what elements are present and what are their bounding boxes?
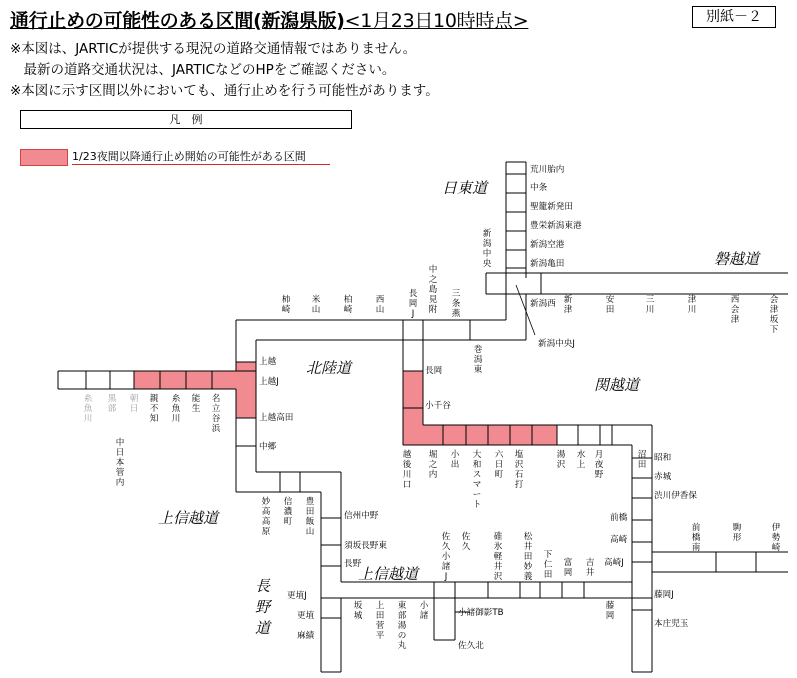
nichito-ic-ticks	[506, 174, 526, 268]
title-main: 通行止めの可能性のある区間(新潟県版)	[10, 10, 345, 32]
road-name-kanetsu: 関越道	[594, 376, 640, 394]
risk-section-joetsu	[236, 362, 256, 418]
ic-label: 小千谷	[425, 401, 451, 411]
ic-label: 黒部	[107, 394, 117, 414]
ic-label: 高崎	[610, 535, 628, 545]
note-line-2: 最新の道路交通状況は、JARTICなどのHPをご確認ください。	[10, 62, 396, 78]
risk-section-kanetsu-h	[403, 425, 557, 445]
ic-label: 三川	[645, 295, 655, 315]
ic-label: 朝日	[129, 394, 139, 414]
ic-label: 津川	[687, 295, 697, 315]
note-line-3: ※本図に示す区間以外においても、通行止めを行う可能性があります。	[10, 83, 439, 99]
ic-label: 六日町	[494, 450, 504, 480]
ic-label: 伊勢崎	[771, 523, 781, 553]
ic-label: 中条	[530, 183, 548, 193]
road-name-joshinetsu-west: 上信越道	[158, 509, 219, 527]
legend-title: 凡 例	[20, 110, 352, 129]
ic-label: 柿崎	[281, 295, 291, 315]
ic-label: 新潟中央	[482, 229, 492, 269]
ic-label: 上越	[259, 357, 277, 367]
ic-label: 米山	[311, 295, 321, 315]
ic-label: 昭和	[654, 453, 672, 463]
ic-label: 信州中野	[344, 511, 379, 521]
ic-label: 下仁田	[543, 550, 553, 580]
ic-label: 小諸御影TB	[458, 608, 504, 618]
ic-label: 糸魚川	[171, 394, 181, 424]
ic-label: 会津坂下	[769, 295, 779, 335]
ic-label: 湯沢	[556, 450, 566, 470]
ic-label: 上越高田	[259, 413, 294, 423]
ic-label: 大和スマート	[472, 450, 482, 510]
ic-label: 塩沢石打	[514, 450, 524, 490]
ic-label: 小諸	[419, 601, 429, 621]
ic-label: 更埴	[297, 611, 315, 621]
ic-label: 新潟亀田	[530, 259, 565, 269]
ic-label: 駒形	[732, 523, 742, 543]
title-subtitle: <1月23日10時時点>	[344, 10, 529, 32]
ic-label: 堀之内	[428, 450, 438, 480]
ic-label: 西会津	[730, 295, 740, 325]
ic-label: 吉井	[585, 558, 595, 578]
ic-label: 柏崎	[343, 295, 353, 315]
ic-label: 糸魚川	[83, 394, 93, 424]
ic-label: 坂城	[353, 601, 363, 621]
ic-label: 聖籠新発田	[530, 202, 573, 212]
ic-label: 松井田妙義	[523, 532, 533, 582]
ic-label: 麻績	[297, 631, 315, 641]
appendix-label: 別紙－２	[692, 6, 776, 28]
ic-label-niigata-chuo-j: 新潟中央J	[538, 339, 575, 349]
ic-label: 中郷	[259, 442, 277, 452]
ic-label: 前橋南	[691, 523, 701, 553]
ic-label: 荒川胎内	[530, 165, 565, 175]
ic-label: 長岡 J	[408, 289, 418, 319]
ic-label: 月夜野	[594, 450, 604, 480]
ic-label: 新潟西	[530, 299, 556, 309]
ic-label: 長岡	[425, 366, 443, 376]
ic-label: 水上	[576, 450, 586, 470]
ic-label: 佐久小諸 J	[441, 532, 451, 582]
ic-label: 越後川口	[402, 450, 412, 490]
ic-label: 中日本管内	[115, 438, 125, 488]
ic-label: 名立谷浜	[211, 394, 221, 434]
ic-label: 沼田	[637, 450, 647, 470]
road-lines	[58, 162, 788, 672]
ic-label: 長野	[344, 559, 362, 569]
ic-label: 西山	[375, 295, 385, 315]
ic-label: 上田菅平	[375, 601, 385, 641]
road-name-nagano: 長野道	[253, 578, 271, 641]
road-name-nichito: 日東道	[442, 179, 488, 197]
ic-label: 小出	[450, 450, 460, 470]
ic-label: 妙高高原	[261, 497, 271, 537]
ic-label: 佐久北	[458, 641, 484, 651]
ic-label: 信濃町	[283, 497, 293, 527]
ic-label: 豊栄新潟東港	[530, 221, 582, 231]
ic-label: 中之島見附	[428, 265, 438, 315]
ic-label: 須坂長野東	[344, 541, 387, 551]
ic-label: 三条燕	[451, 289, 461, 319]
ic-label: 豊田飯山	[305, 497, 315, 537]
ic-label: 藤岡J	[654, 590, 674, 600]
ic-label: 巻潟東	[473, 345, 483, 375]
road-name-joshinetsu-south: 上信越道	[358, 565, 419, 583]
ic-label: 本庄児玉	[654, 619, 689, 629]
ic-label: 高崎J	[604, 558, 624, 568]
ic-label: 新津	[563, 295, 573, 315]
ic-label: 赤城	[654, 472, 672, 482]
note-line-1: ※本図は、JARTICが提供する現況の道路交通情報ではありません。	[10, 41, 417, 57]
ic-label: 藤岡	[605, 601, 615, 621]
ic-label: 安田	[605, 295, 615, 315]
road-name-banetsu: 磐越道	[714, 250, 760, 268]
ic-label: 渋川伊香保	[654, 491, 697, 501]
ic-label: 富岡	[563, 558, 573, 578]
ic-label: 更埴J	[287, 591, 307, 601]
road-name-hokuriku: 北陸道	[306, 359, 352, 377]
ic-label: 佐久	[461, 532, 471, 552]
ic-label: 上越J	[259, 377, 279, 387]
ic-label: 新潟空港	[530, 240, 565, 250]
legend-item-text: 1/23夜間以降通行止め開始の可能性がある区間	[72, 149, 330, 165]
ic-label: 能生	[191, 394, 201, 414]
ic-label: 東部湯の丸	[397, 601, 407, 651]
ic-label: 親不知	[149, 394, 159, 424]
ic-label: 碓氷軽井沢	[493, 532, 503, 582]
ic-label: 前橋	[610, 513, 628, 523]
